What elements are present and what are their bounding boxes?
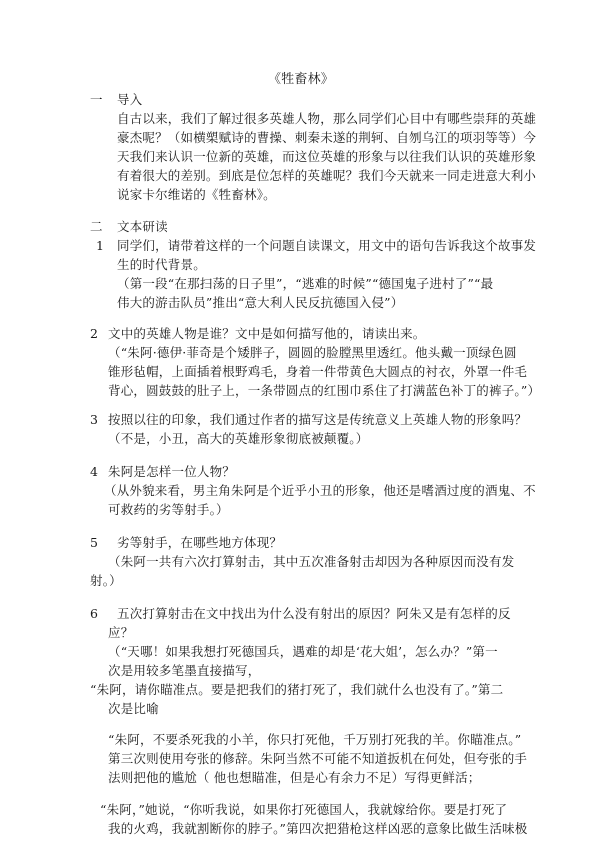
- q3-line-1: 按照以往的印象，我们通过作者的描写这是传统意义上英雄人物的形象吗？: [108, 412, 528, 427]
- intro-line-2: 豪杰呢？（如横槊赋诗的曹操、刺秦未遂的荆轲、自刎乌江的项羽等等）今: [117, 130, 537, 145]
- intro-line-5: 说家卡尔维诺的《牲畜林》。: [117, 187, 276, 202]
- q6-line-4: 次是用较多笔墨直接描写，: [108, 663, 261, 678]
- q6-line-10: “朱阿，”她说，“你听我说，如果你打死德国人，我就嫁给你。要是打死了: [100, 802, 508, 817]
- q6-line-8: 第三次则使用夸张的修辞。朱阿当然不可能不知道扳机在何处，但夸张的手: [108, 751, 528, 766]
- question-number-2: 2: [90, 326, 99, 341]
- q1-line-1: 同学们，请带着这样的一个问题自读课文，用文中的语句告诉我这个故事发: [117, 238, 537, 253]
- question-number-5: 5: [90, 535, 99, 550]
- q1-line-2: 生的时代背景。: [117, 257, 206, 272]
- q6-line-6: 次是比喻: [108, 701, 159, 716]
- intro-line-1: 自古以来，我们了解过很多英雄人物，那么同学们心目中有哪些崇拜的英雄: [117, 111, 537, 126]
- q5-line-3: 射。）: [90, 573, 122, 588]
- q5-line-1: 劣等射手，在哪些地方体现？: [117, 535, 283, 550]
- q2-line-1: 文中的英雄人物是谁？文中是如何描写他的，请读出来。: [108, 326, 426, 341]
- q5-line-2: （朱阿一共有六次打算射击，其中五次准备射击却因为各种原因而没有发: [108, 554, 515, 569]
- intro-line-3: 天我们来认识一位新的英雄，而这位英雄的形象与以往我们认识的英雄形象: [117, 149, 537, 164]
- q4-line-2: （从外貌来看，男主角朱阿是个近乎小丑的形象，他还是嗜酒过度的酒鬼、不: [104, 483, 536, 498]
- q6-line-7: “朱阿，不要杀死我的小羊，你只打死他，千万别打死我的羊。你瞄准点。”: [108, 732, 522, 747]
- document-title: 《牲畜林》: [268, 72, 335, 87]
- question-number-6: 6: [90, 606, 99, 621]
- section-heading-intro: 导入: [117, 92, 143, 107]
- q6-line-9: 法则把他的尴尬（ 他也想瞄准，但是心有余力不足）写得更鲜活；: [108, 770, 481, 785]
- q6-line-2: 应？: [108, 625, 134, 640]
- q1-line-3: （第一段“在那扫荡的日子里”，“逃难的时候”“德国鬼子进村了”“最: [117, 276, 494, 291]
- q6-line-3: （“天哪！如果我想打死德国兵，遇难的却是‘花大姐’，怎么办？”第一: [108, 644, 498, 659]
- q1-line-4: 伟大的游击队员”推出“意大利人民反抗德国入侵”）: [117, 295, 404, 310]
- q6-line-11: 我的火鸡，我就割断你的脖子。”第四次把猎枪这样凶恶的意象比做生活味极: [108, 821, 528, 836]
- q4-line-1: 朱阿是怎样一位人物？: [108, 464, 236, 479]
- question-number-1: 1: [96, 238, 105, 253]
- section-heading-text-study: 文本研读: [117, 219, 168, 234]
- question-number-4: 4: [90, 464, 99, 479]
- q2-line-4: 背心，圆鼓鼓的肚子上，一条带圆点的红围巾系住了打满蓝色补丁的裤子。”）: [108, 383, 541, 398]
- q6-line-5: “朱阿，请你瞄准点。要是把我们的猪打死了，我们就什么也没有了。”第二: [90, 682, 504, 697]
- section-number-1: 一: [90, 92, 103, 107]
- q6-line-1: 五次打算射击在文中找出为什么没有射出的原因？阿朱又是有怎样的反: [117, 606, 511, 621]
- q2-line-2: （“朱阿·德伊·菲奇是个矮胖子，圆圆的脸膛黑里透红。他头戴一顶绿色圆: [108, 345, 517, 360]
- question-number-3: 3: [90, 412, 99, 427]
- intro-line-4: 有着很大的差别。到底是位怎样的英雄呢？我们今天就来一同走进意大利小: [117, 168, 537, 183]
- section-number-2: 二: [90, 219, 103, 234]
- q2-line-3: 锥形毡帽，上面插着根野鸡毛，身着一件带黄色大圆点的衬衣，外罩一件毛: [108, 364, 528, 379]
- q3-line-2: （不是，小丑，高大的英雄形象彻底被颠覆。）: [108, 431, 369, 446]
- q4-line-3: 可救药的劣等射手。）: [108, 502, 229, 517]
